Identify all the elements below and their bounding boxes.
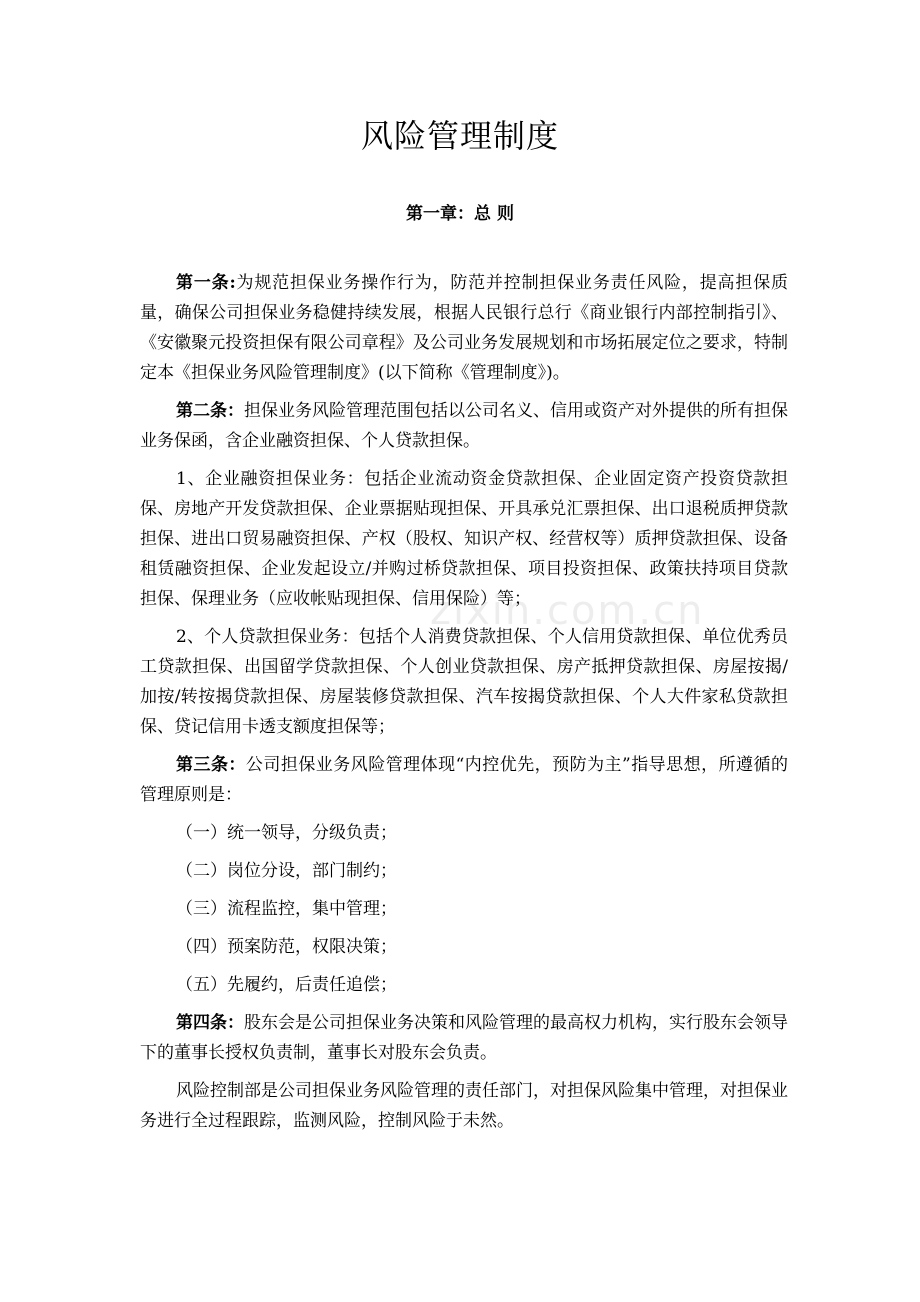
paragraph-text: 风险控制部是公司担保业务风险管理的责任部门，对担保风险集中管理，对担保业务进行全过程跟踪，监测风险，控制风险于未然。 <box>140 1081 788 1131</box>
article-heading: 第二条： <box>176 401 244 421</box>
paragraph-risk-dept <box>140 1076 788 1136</box>
list-item-personal-guarantee <box>140 622 788 742</box>
list-item-corporate-guarantee <box>140 464 788 614</box>
article-3 <box>140 750 788 810</box>
watermark: zixin.com.cn <box>430 588 705 634</box>
paragraph-text: （三）流程监控，集中管理； <box>176 899 397 919</box>
document-body <box>140 268 788 1144</box>
article-2 <box>140 396 788 456</box>
chapter-title: 第一章：总 则 <box>406 204 514 224</box>
article-heading: 第四条： <box>176 1013 244 1033</box>
article-1 <box>140 268 788 388</box>
paragraph-text: （一）统一领导，分级负责； <box>176 823 397 843</box>
principle-item <box>140 894 788 924</box>
paragraph-text: 1、企业融资担保业务：包括企业流动资金贷款担保、企业固定资产投资贷款担保、房地产开发贷款担保、企业票据贴现担保、开具承兑汇票担保、出口退税质押贷款担保、进出口贸易融资担保、产权（股权、知识产权、经营权等）质押贷款担保、设备租赁融资担保、企业发起设立/并购过桥贷款担保、项目投资担保、政策扶持项目贷款担保、保理业务（应收帐贴现担保、信用保险）等； <box>140 469 788 609</box>
article-heading: 第三条： <box>176 755 246 775</box>
paragraph-text: 2、个人贷款担保业务：包括个人消费贷款担保、个人信用贷款担保、单位优秀员工贷款担保、出国留学贷款担保、个人创业贷款担保、房产抵押贷款担保、房屋按揭/加按/转按揭贷款担保、房屋装修贷款担保、汽车按揭贷款担保、个人大件家私贷款担保、贷记信用卡透支额度担保等； <box>140 627 788 737</box>
paragraph-text: （二）岗位分设，部门制约； <box>176 861 397 881</box>
paragraph-text: （五）先履约，后责任追偿； <box>176 975 397 995</box>
article-text: 股东会是公司担保业务决策和风险管理的最高权力机构，实行股东会领导下的董事长授权负责制，董事长对股东会负责。 <box>140 1013 788 1063</box>
article-text: 公司担保业务风险管理体现“内控优先，预防为主”指导思想，所遵循的管理原则是： <box>140 755 788 805</box>
article-4 <box>140 1008 788 1068</box>
principle-item <box>140 970 788 1000</box>
article-text: 为规范担保业务操作行为，防范并控制担保业务责任风险，提高担保质量，确保公司担保业务稳健持续发展，根据人民银行总行《商业银行内部控制指引》、《安徽聚元投资担保有限公司章程》及公司业务发展规划和市场拓展定位之要求，特制定本《担保业务风险管理制度》(以下简称《管理制度》)。 <box>140 273 789 383</box>
principle-item <box>140 932 788 962</box>
principle-item <box>140 856 788 886</box>
article-heading: 第一条: <box>176 273 236 293</box>
article-text: 担保业务风险管理范围包括以公司名义、信用或资产对外提供的所有担保业务保函，含企业融资担保、个人贷款担保。 <box>140 401 788 451</box>
document-title: 风险管理制度 <box>360 117 559 155</box>
principle-item <box>140 818 788 848</box>
paragraph-text: （四）预案防范，权限决策； <box>176 937 397 957</box>
